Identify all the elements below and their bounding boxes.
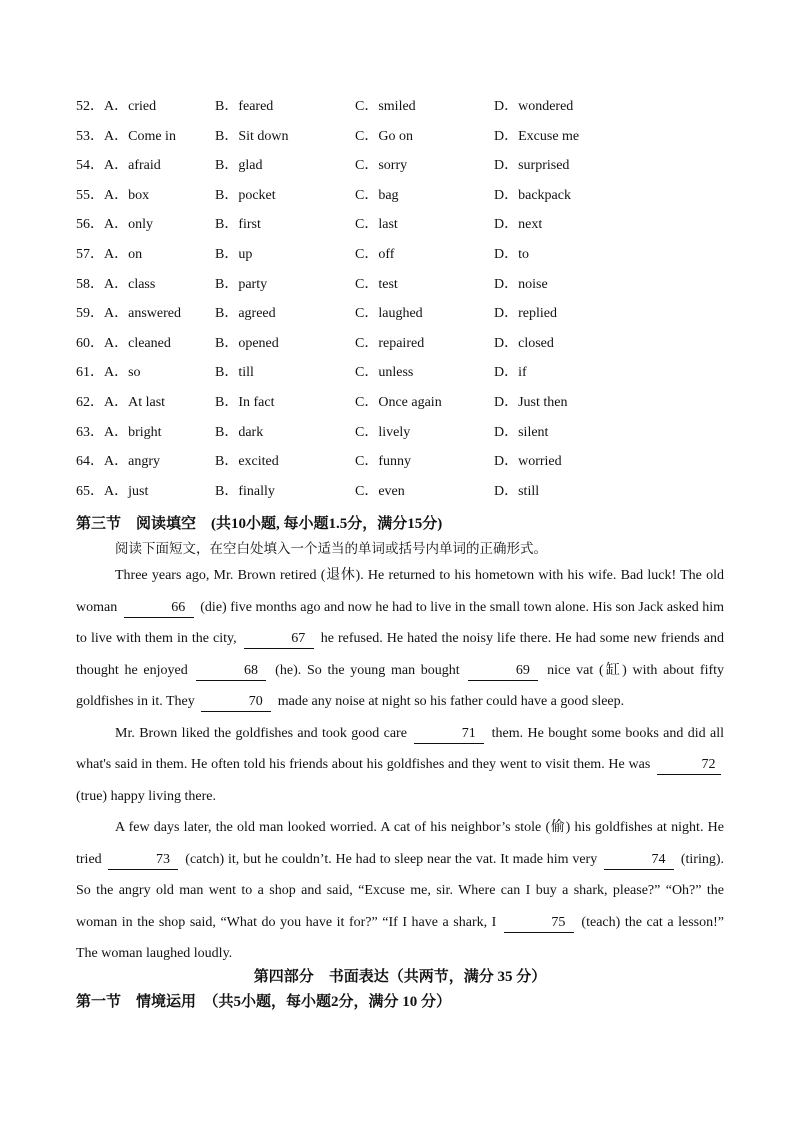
option-c: C．Once again bbox=[355, 394, 442, 410]
question-row bbox=[76, 333, 756, 363]
option-a: A．At last bbox=[104, 394, 166, 410]
option-b: B．dark bbox=[215, 424, 264, 440]
option-d: D．closed bbox=[494, 335, 554, 351]
answer-blank[interactable]: 71 bbox=[414, 725, 484, 744]
option-a: A．afraid bbox=[104, 158, 161, 174]
option-a: A．angry bbox=[104, 454, 160, 470]
option-d: D．to bbox=[494, 246, 529, 262]
option-d: D．silent bbox=[494, 424, 549, 440]
section4-title: 第四部分 书面表达（共两节，满分 35 分） bbox=[253, 969, 547, 985]
answer-blank[interactable]: 72 bbox=[657, 756, 721, 775]
option-b: B．finally bbox=[215, 483, 275, 499]
passage-text: A few days later, the old man looked worried. A cat of his neighbor’s stole (偷) his goldfishes at night. He tried bbox=[76, 820, 724, 867]
option-d: D．next bbox=[494, 217, 543, 233]
question-row bbox=[76, 185, 756, 215]
question-row bbox=[76, 392, 756, 422]
passage-text: (he). So the young man bought bbox=[269, 662, 466, 678]
option-b: B．opened bbox=[215, 335, 279, 351]
passage-text: (die) five months ago and now he had to live in the small town alone. His son Jack asked him to live with them in the city, bbox=[76, 599, 725, 646]
option-c: C．last bbox=[355, 217, 398, 233]
question-row bbox=[76, 96, 756, 126]
option-d: D．wondered bbox=[494, 99, 574, 114]
option-c: C．sorry bbox=[355, 158, 408, 174]
option-c: C．repaired bbox=[355, 335, 425, 351]
answer-blank[interactable]: 70 bbox=[201, 693, 271, 712]
passage-text: (catch) it, but he couldn’t. He had to sleep near the vat. It made him very bbox=[181, 851, 602, 867]
option-c: C．unless bbox=[355, 365, 414, 381]
option-a: A．class bbox=[104, 276, 156, 292]
question-number: 55． bbox=[76, 187, 104, 203]
question-number: 62． bbox=[76, 394, 104, 410]
section3-title: 第三节 阅读填空 (共10小题, 每小题1.5分，满分15分) bbox=[76, 516, 443, 532]
option-a: A．only bbox=[104, 217, 153, 233]
question-number: 60． bbox=[76, 335, 104, 351]
option-d: D．noise bbox=[494, 276, 548, 292]
passage-text: nice vat (缸) with about fifty goldfishes in it. They bbox=[76, 662, 725, 709]
question-number: 56． bbox=[76, 217, 104, 233]
option-a: A．cleaned bbox=[104, 335, 171, 351]
question-number: 59． bbox=[76, 306, 104, 322]
option-c: C．off bbox=[355, 246, 395, 262]
answer-blank[interactable]: 73 bbox=[108, 851, 178, 870]
passage-text: (tiring). So the angry old man went to a shop and said, “Excuse me, sir. Where can I buy a shark, please?” “Oh?” the woman in the shop said, “What do you have it for?” “If I have a shark, I bbox=[76, 851, 725, 930]
option-c: C．Go on bbox=[355, 128, 413, 144]
option-d: D．Just then bbox=[494, 394, 568, 410]
passage-text: Mr. Brown liked the goldfishes and took good care bbox=[115, 725, 412, 741]
option-d: D．still bbox=[494, 483, 540, 499]
option-b: B．In fact bbox=[215, 394, 275, 410]
option-c: C．lively bbox=[355, 424, 411, 440]
question-row bbox=[76, 126, 756, 156]
question-row bbox=[76, 481, 756, 511]
option-b: B．up bbox=[215, 246, 253, 262]
option-a: A．cried bbox=[104, 99, 157, 114]
option-d: D．worried bbox=[494, 454, 562, 470]
passage-paragraph-1 bbox=[76, 560, 724, 718]
option-c: C．smiled bbox=[355, 99, 416, 114]
question-number: 61． bbox=[76, 365, 104, 381]
option-a: A．box bbox=[104, 187, 150, 203]
option-d: D．backpack bbox=[494, 187, 571, 203]
passage-text: Three years ago, Mr. Brown retired (退休). He returned to his hometown with his wife. Bad luck! The old woman bbox=[76, 568, 724, 615]
option-c: C．bag bbox=[355, 187, 399, 203]
answer-blank[interactable]: 66 bbox=[124, 599, 194, 618]
passage-text: he refused. He hated the noisy life there. He had some new friends and thought he enjoyed bbox=[76, 631, 725, 678]
passage-text: made any noise at night so his father could have a good sleep. bbox=[274, 694, 625, 709]
answer-blank[interactable]: 69 bbox=[468, 662, 538, 681]
option-c: C．laughed bbox=[355, 306, 423, 322]
option-b: B．agreed bbox=[215, 306, 276, 322]
question-number: 52． bbox=[76, 99, 104, 114]
option-a: A．Come in bbox=[104, 128, 176, 144]
question-row bbox=[76, 303, 756, 333]
question-number: 53． bbox=[76, 128, 104, 144]
reading-passage bbox=[76, 560, 724, 970]
option-a: A．answered bbox=[104, 306, 181, 322]
passage-text: (true) happy living there. bbox=[76, 788, 216, 804]
answer-blank[interactable]: 74 bbox=[604, 851, 674, 870]
question-row bbox=[76, 155, 756, 185]
question-row bbox=[76, 214, 756, 244]
question-number: 64． bbox=[76, 454, 104, 470]
question-row bbox=[76, 451, 756, 481]
question-row bbox=[76, 362, 756, 392]
answer-blank[interactable]: 68 bbox=[196, 662, 266, 681]
option-b: B．till bbox=[215, 365, 254, 381]
option-b: B．Sit down bbox=[215, 128, 289, 144]
question-row bbox=[76, 244, 756, 274]
option-c: C．funny bbox=[355, 454, 411, 470]
answer-blank[interactable]: 75 bbox=[504, 914, 574, 933]
option-c: C．even bbox=[355, 483, 405, 499]
option-b: B．first bbox=[215, 217, 261, 233]
option-b: B．party bbox=[215, 276, 268, 292]
option-b: B．pocket bbox=[215, 187, 276, 203]
answer-blank[interactable]: 67 bbox=[244, 630, 314, 649]
option-b: B．glad bbox=[215, 158, 263, 174]
question-number: 54． bbox=[76, 158, 104, 174]
option-b: B．feared bbox=[215, 99, 274, 114]
section3-instruction: 阅读下面短文，在空白处填入一个适当的单词或括号内单词的正确形式。 bbox=[115, 541, 547, 556]
passage-paragraph-3 bbox=[76, 812, 724, 970]
section4-subtitle: 第一节 情境运用 （共5小题，每小题2分，满分 10 分） bbox=[76, 994, 452, 1010]
option-a: A．just bbox=[104, 483, 149, 499]
question-number: 65． bbox=[76, 483, 104, 499]
question-row bbox=[76, 274, 756, 304]
option-a: A．on bbox=[104, 246, 143, 262]
passage-text: (teach) the cat a lesson!” The woman laughed loudly. bbox=[76, 914, 724, 961]
passage-paragraph-2 bbox=[76, 718, 724, 813]
passage-text: them. He bought some books and did all what's said in them. He often told his friends about his goldfishes and they went to visit them. He was bbox=[76, 725, 724, 772]
option-d: D．Excuse me bbox=[494, 128, 580, 144]
question-number: 57． bbox=[76, 246, 104, 262]
question-row bbox=[76, 422, 756, 452]
option-d: D．if bbox=[494, 365, 527, 381]
option-a: A．so bbox=[104, 365, 141, 381]
option-d: D．surprised bbox=[494, 158, 570, 174]
multiple-choice-list bbox=[76, 96, 756, 510]
option-c: C．test bbox=[355, 276, 398, 292]
option-b: B．excited bbox=[215, 454, 279, 470]
option-d: D．replied bbox=[494, 306, 557, 322]
option-a: A．bright bbox=[104, 424, 162, 440]
question-number: 63． bbox=[76, 424, 104, 440]
question-number: 58． bbox=[76, 276, 104, 292]
